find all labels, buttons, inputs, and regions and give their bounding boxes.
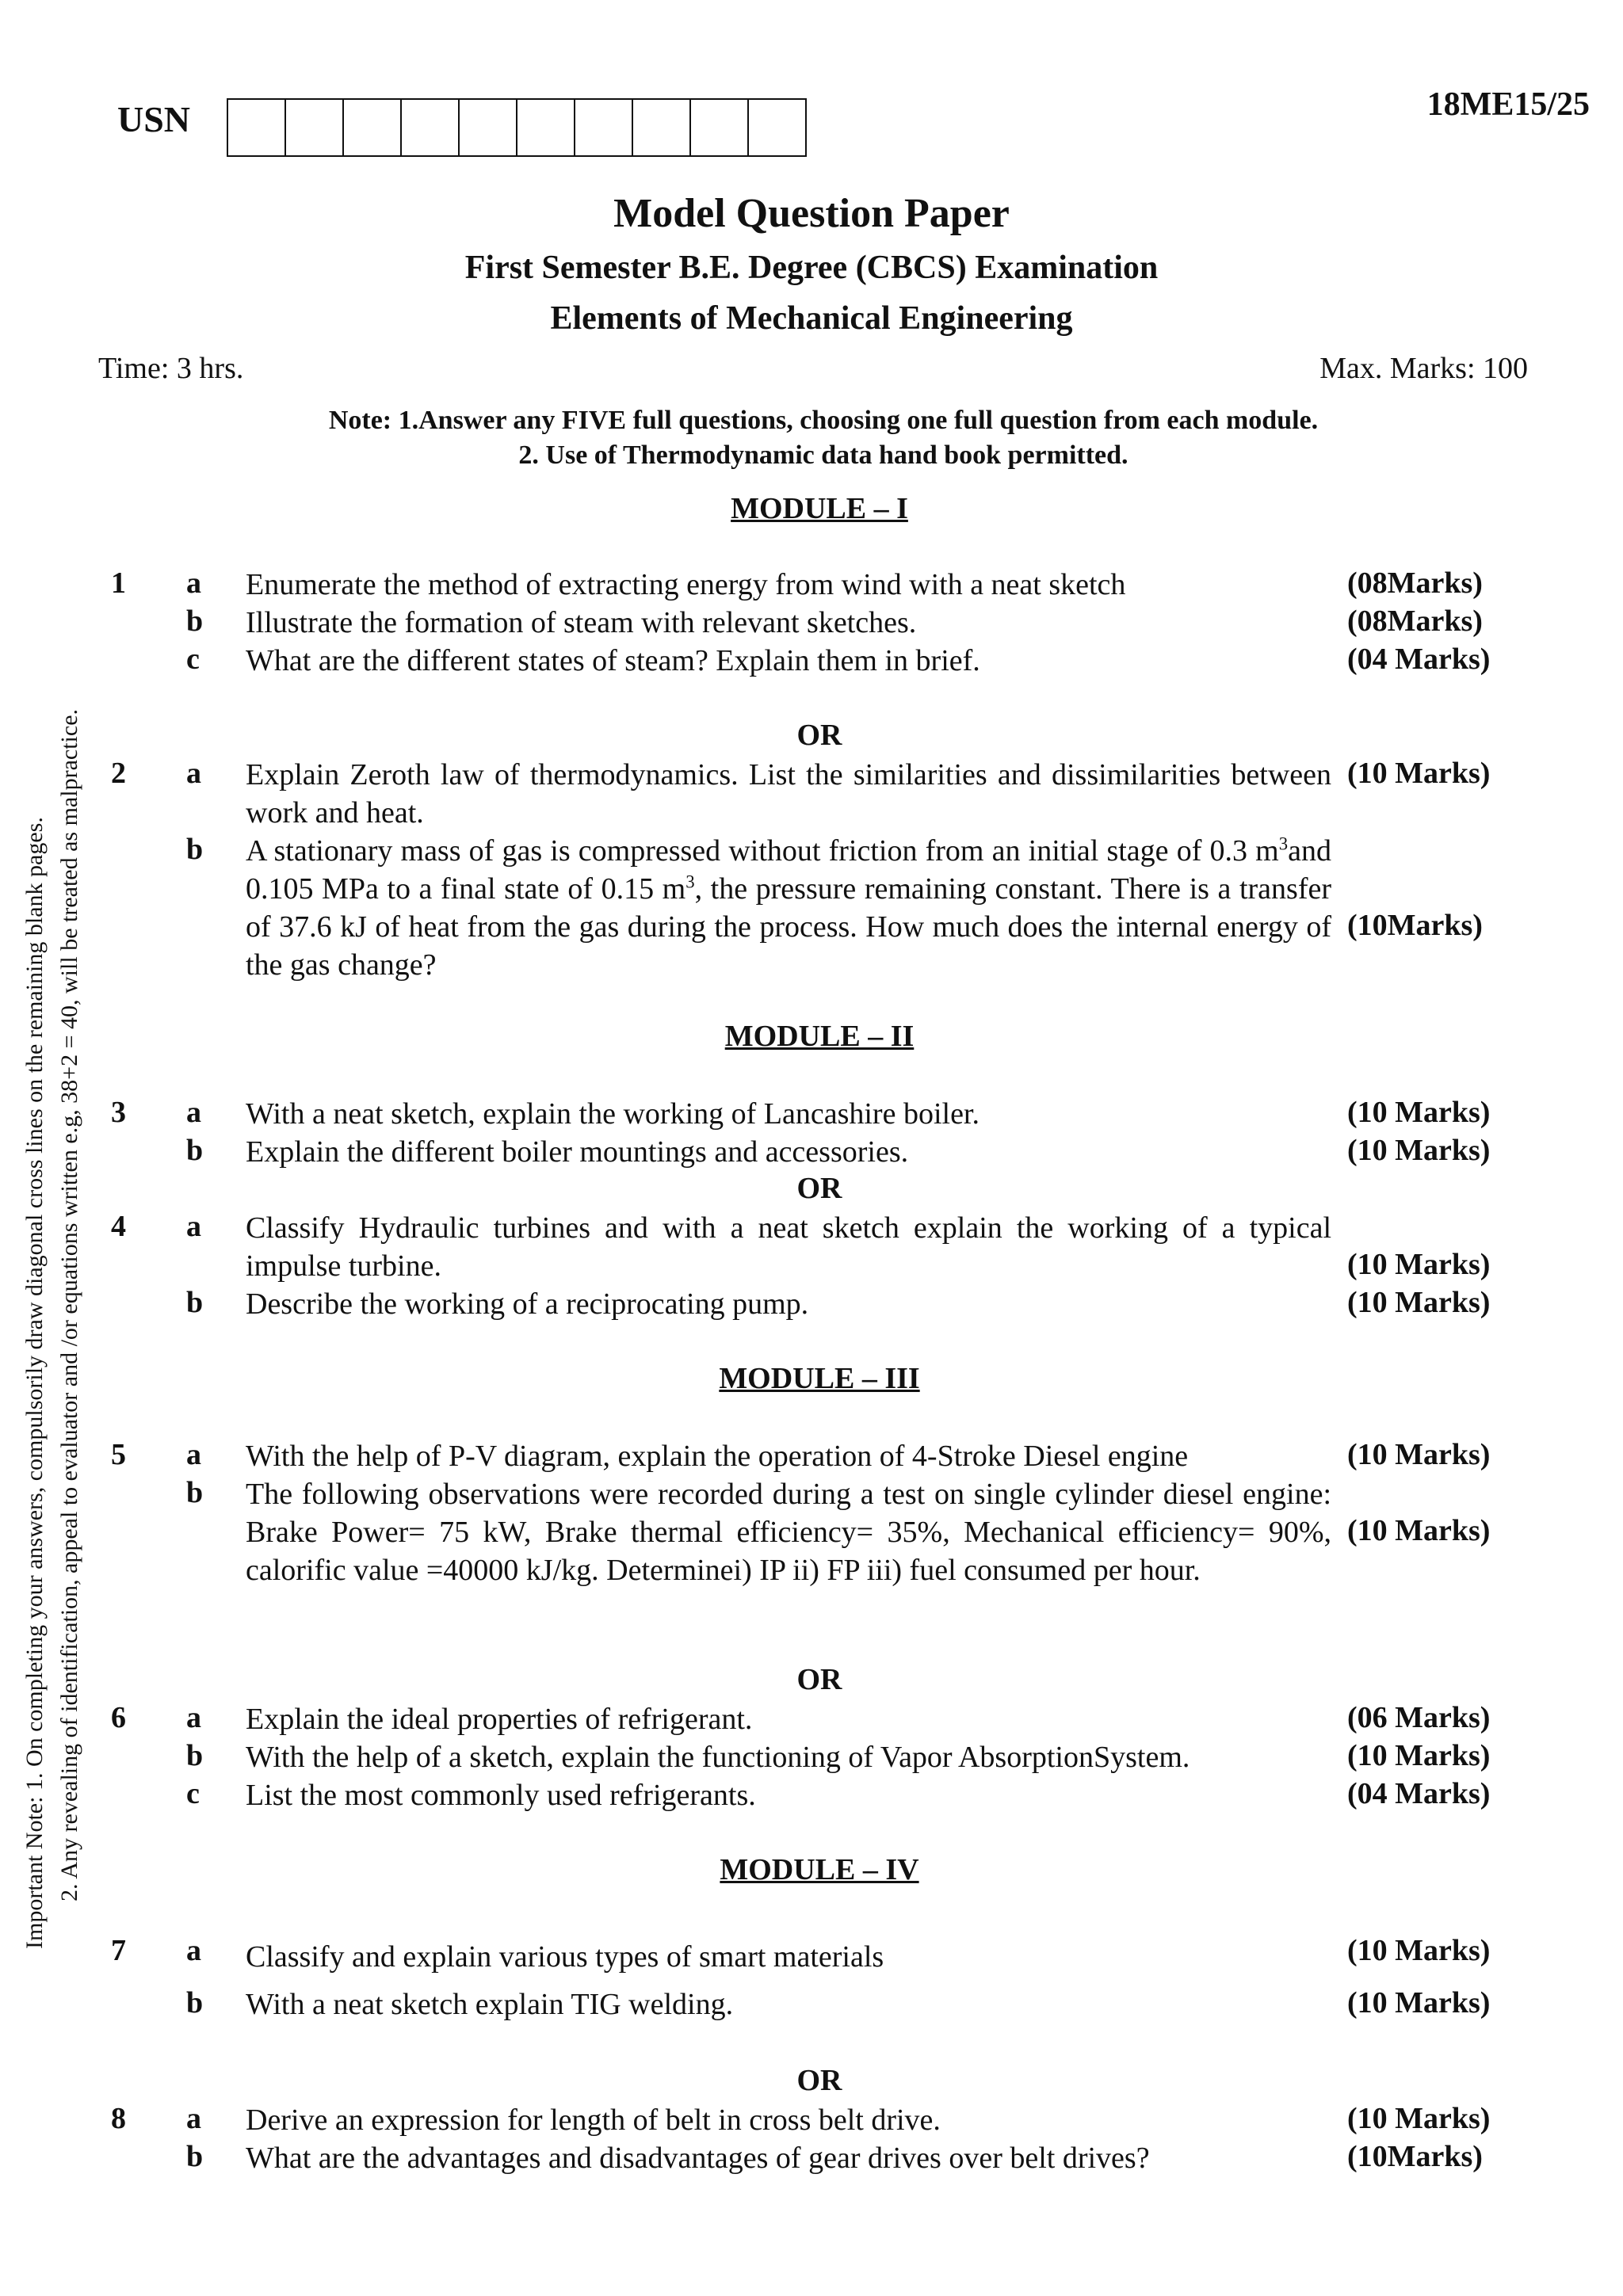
usn-digit-box[interactable] bbox=[691, 98, 749, 157]
question-number: 5 bbox=[111, 1438, 126, 1471]
question-text: What are the different states of steam? Explain them in brief. bbox=[246, 644, 980, 677]
marks-label: (10 Marks) bbox=[1347, 1248, 1491, 1281]
question-text: The following observations were recorded during a test on single cylinder diesel engine: Brake Power= 75 kW, Brake thermal efficiency= 35%, Mechanical efficiency= 90%, calorific value =40000 kJ/kg. Determinei) IP ii) FP iii) fuel consumed per hour. bbox=[246, 1478, 1331, 1587]
part-label: a bbox=[186, 757, 201, 790]
part-label: c bbox=[186, 1777, 200, 1810]
exam-subtitle: First Semester B.E. Degree (CBCS) Examination bbox=[464, 250, 1159, 286]
usn-digit-box[interactable] bbox=[228, 98, 286, 157]
instruction-note-2: 2. Use of Thermodynamic data hand book permitted. bbox=[518, 441, 1128, 470]
question-text: Enumerate the method of extracting energy from wind with a neat sketch bbox=[246, 568, 1126, 601]
question-text: What are the advantages and disadvantages of gear drives over belt drives? bbox=[246, 2142, 1150, 2175]
question-text: Explain Zeroth law of thermodynamics. List the similarities and dissimilarities between work and heat. bbox=[246, 758, 1331, 830]
page-title: Model Question Paper bbox=[613, 191, 1010, 236]
usn-digit-box[interactable] bbox=[633, 98, 691, 157]
text-fragment: and 0.105 MPa to a final state of 0.15 m bbox=[246, 834, 1331, 906]
marks-label: (10 Marks) bbox=[1347, 757, 1491, 790]
question-text: With the help of a sketch, explain the functioning of Vapor AbsorptionSystem. bbox=[246, 1741, 1190, 1774]
module-heading-3: MODULE – III bbox=[719, 1362, 920, 1395]
usn-digit-box[interactable] bbox=[575, 98, 633, 157]
marks-label: (10Marks) bbox=[1347, 909, 1483, 942]
part-label: b bbox=[186, 1986, 204, 2019]
part-label: a bbox=[186, 1438, 201, 1471]
part-label: b bbox=[186, 1286, 204, 1319]
part-label: b bbox=[186, 1134, 204, 1167]
question-text: Classify Hydraulic turbines and with a neat sketch explain the working of a typical impulse turbine. bbox=[246, 1211, 1331, 1283]
question-number: 6 bbox=[111, 1701, 126, 1734]
question-text: With the help of P-V diagram, explain the operation of 4-Stroke Diesel engine bbox=[246, 1440, 1189, 1473]
question-text: Derive an expression for length of belt in cross belt drive. bbox=[246, 2103, 941, 2137]
part-label: c bbox=[186, 643, 200, 676]
question-number: 1 bbox=[111, 566, 126, 600]
module-heading-2: MODULE – II bbox=[724, 1020, 915, 1053]
part-label: a bbox=[186, 1210, 201, 1243]
usn-digit-box[interactable] bbox=[286, 98, 344, 157]
subject-name: Elements of Mechanical Engineering bbox=[550, 300, 1073, 337]
usn-digit-box[interactable] bbox=[402, 98, 460, 157]
marks-label: (04 Marks) bbox=[1347, 1777, 1491, 1810]
part-label: b bbox=[186, 833, 204, 866]
max-marks: Max. Marks: 100 bbox=[1319, 352, 1528, 385]
marks-label: (10 Marks) bbox=[1347, 2102, 1491, 2135]
question-number: 4 bbox=[111, 1210, 126, 1243]
marks-label: (04 Marks) bbox=[1347, 643, 1491, 676]
usn-digit-box[interactable] bbox=[749, 98, 807, 157]
text-fragment: , the pressure remaining constant. There is a transfer of 37.6 kJ of heat from the gas during the process. How much does the internal energy of the gas change? bbox=[246, 872, 1331, 982]
marks-label: (10 Marks) bbox=[1347, 1096, 1491, 1129]
side-note-line-2: 2. Any revealing of identification, appeal to evaluator and /or equations written e.g, 38+2 = 40, will be treated as malpractice. bbox=[56, 708, 82, 1901]
question-text: With a neat sketch explain TIG welding. bbox=[246, 1988, 734, 2021]
part-label: b bbox=[186, 1739, 204, 1772]
or-separator: OR bbox=[796, 2064, 842, 2097]
question-text: Illustrate the formation of steam with relevant sketches. bbox=[246, 606, 917, 639]
module-heading-4: MODULE – IV bbox=[720, 1853, 919, 1886]
paper-code: 18ME15/25 bbox=[1426, 86, 1590, 123]
marks-label: (10 Marks) bbox=[1347, 1514, 1491, 1547]
side-note-line-1: Important Note: 1. On completing your answers, compulsorily draw diagonal cross lines on the remaining blank pages. bbox=[21, 817, 48, 1949]
module-heading-1: MODULE – I bbox=[731, 492, 908, 525]
question-number: 7 bbox=[111, 1934, 126, 1967]
marks-label: (10 Marks) bbox=[1347, 1134, 1491, 1167]
part-label: a bbox=[186, 1934, 201, 1967]
marks-label: (10 Marks) bbox=[1347, 1986, 1491, 2019]
part-label: a bbox=[186, 1096, 201, 1129]
part-label: b bbox=[186, 2140, 204, 2173]
time-duration: Time: 3 hrs. bbox=[98, 352, 244, 385]
usn-digit-box[interactable] bbox=[344, 98, 402, 157]
or-separator: OR bbox=[796, 1172, 842, 1205]
question-text: Explain the different boiler mountings and accessories. bbox=[246, 1135, 909, 1169]
marks-label: (08Marks) bbox=[1347, 566, 1483, 600]
usn-digit-box[interactable] bbox=[517, 98, 575, 157]
marks-label: (10Marks) bbox=[1347, 2140, 1483, 2173]
question-number: 2 bbox=[111, 757, 126, 790]
or-separator: OR bbox=[796, 1663, 842, 1696]
question-number: 8 bbox=[111, 2102, 126, 2135]
marks-label: (10 Marks) bbox=[1347, 1934, 1491, 1967]
usn-digit-box[interactable] bbox=[460, 98, 517, 157]
marks-label: (08Marks) bbox=[1347, 605, 1483, 638]
part-label: a bbox=[186, 1701, 201, 1734]
part-label: b bbox=[186, 605, 204, 638]
part-label: a bbox=[186, 2102, 201, 2135]
question-text bbox=[246, 832, 1331, 984]
question-text: Classify and explain various types of smart materials bbox=[246, 1940, 884, 1974]
marks-label: (10 Marks) bbox=[1347, 1286, 1491, 1319]
or-separator: OR bbox=[796, 719, 842, 752]
superscript: 3 bbox=[1278, 833, 1289, 854]
usn-label: USN bbox=[117, 99, 191, 139]
question-text: With a neat sketch, explain the working of Lancashire boiler. bbox=[246, 1097, 980, 1131]
marks-label: (06 Marks) bbox=[1347, 1701, 1491, 1734]
question-text: Describe the working of a reciprocating pump. bbox=[246, 1287, 809, 1321]
question-text: Explain the ideal properties of refrigerant. bbox=[246, 1703, 753, 1736]
side-important-note bbox=[17, 475, 87, 1949]
instruction-note-1: Note: 1.Answer any FIVE full questions, choosing one full question from each module. bbox=[328, 406, 1319, 435]
superscript: 3 bbox=[685, 871, 695, 892]
usn-box-row bbox=[227, 98, 807, 157]
question-number: 3 bbox=[111, 1096, 126, 1129]
text-fragment: A stationary mass of gas is compressed without friction from an initial stage of 0.3 m bbox=[246, 834, 1279, 868]
marks-label: (10 Marks) bbox=[1347, 1438, 1491, 1471]
marks-label: (10 Marks) bbox=[1347, 1739, 1491, 1772]
question-text: List the most commonly used refrigerants. bbox=[246, 1779, 756, 1812]
part-label: a bbox=[186, 566, 201, 600]
part-label: b bbox=[186, 1476, 204, 1509]
